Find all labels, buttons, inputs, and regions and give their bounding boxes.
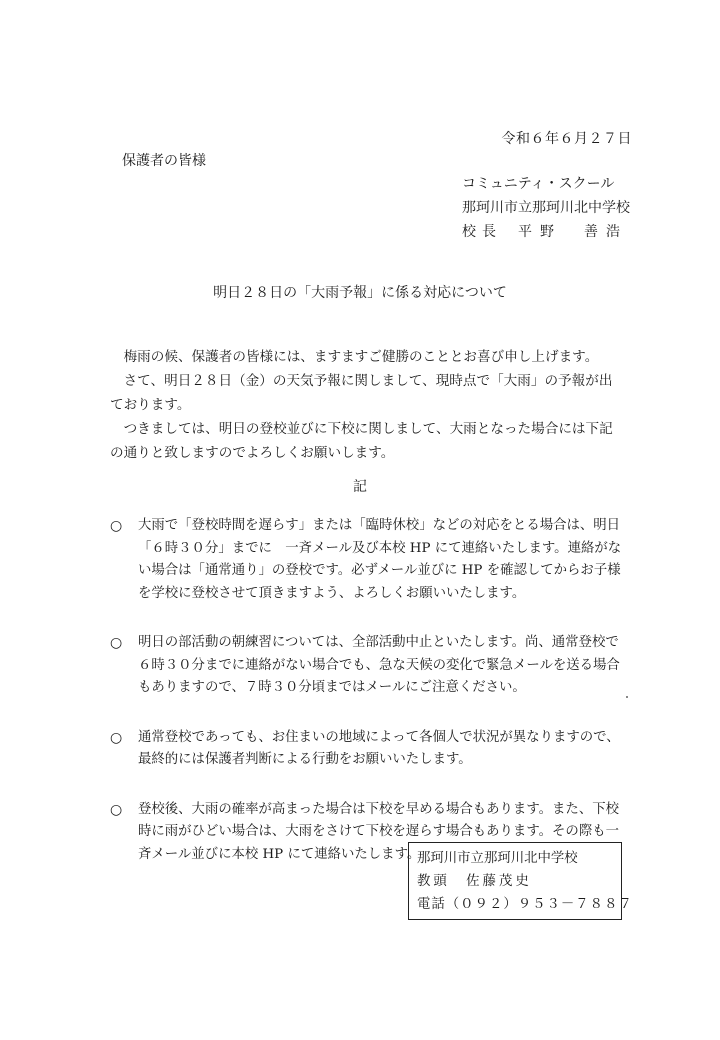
scan-speck bbox=[626, 696, 628, 698]
principal-name: 平野 善浩 bbox=[518, 224, 628, 240]
sender-block bbox=[462, 172, 630, 244]
notice-item-text: 通常登校であっても、お住まいの地域によって各個人で状況が異なりますので、最終的には保護者判断による行動をお願いいたします。 bbox=[138, 729, 620, 767]
body-paragraph: 梅雨の候、保護者の皆様には、ますますご健勝のこととお喜び申し上げます。 bbox=[123, 349, 599, 365]
contact-box bbox=[408, 842, 633, 920]
circle-bullet-icon: ○ bbox=[110, 518, 123, 534]
notice-item bbox=[110, 632, 632, 700]
notice-item-text: 明日の部活動の朝練習については、全部活動中止といたします。尚、通常登校で６時３０分までに連絡がない場合でも、急な天候の変化で緊急メールを送る場合もありますので、７時３０分頃まではメールにご注意ください。 bbox=[138, 635, 620, 695]
circle-bullet-icon: ○ bbox=[110, 729, 123, 746]
contact-person: 教頭 佐藤茂史 bbox=[417, 874, 532, 889]
notice-item bbox=[110, 727, 632, 772]
notice-items bbox=[110, 515, 632, 866]
document-title: 明日２８日の「大雨予報」に係る対応について bbox=[213, 285, 507, 301]
recipient: 保護者の皆様 bbox=[122, 153, 206, 169]
circle-bullet-icon: ○ bbox=[110, 635, 123, 651]
body-paragraph: つきましては、明日の登校並びに下校に関しまして、大雨となった場合には下記の通りと致しますのでよろしくお願いします。 bbox=[110, 421, 613, 461]
principal-title: 校長 bbox=[462, 224, 502, 240]
notice-item-text: 大雨で「登校時間を遅らす」または「臨時休校」などの対応をとる場合は、明日「６時３０分」までに 一斉メール及び本校 HP にて連絡いたします。連絡がない場合は「通常通り」の登校です。必ずメール並びに HP を確認してからお子様を学校に登校させて頂きますよう、よろしくお願いいたします。 bbox=[138, 518, 622, 601]
ki-heading: 記 bbox=[353, 479, 367, 495]
sender-affiliation: コミュニティ・スクール bbox=[462, 176, 615, 192]
notice-item bbox=[110, 515, 632, 605]
circle-bullet-icon: ○ bbox=[110, 801, 123, 818]
body-paragraph: さて、明日２８日（金）の天気予報に関しまして、現時点で「大雨」の予報が出ております。 bbox=[110, 373, 613, 413]
sender-principal bbox=[462, 220, 630, 244]
sender-school: 那珂川市立那珂川北中学校 bbox=[462, 200, 630, 216]
contact-school: 那珂川市立那珂川北中学校 bbox=[417, 851, 578, 866]
notice-item-text: 登校後、大雨の確率が高まった場合は下校を早める場合もあります。また、下校時に雨がひどい場合は、大雨をさけて下校を遅らす場合もあります。その際も一斉メール並びに本校 HP にて連絡いたします。 bbox=[138, 801, 619, 862]
document-date: 令和６年６月２７日 bbox=[501, 131, 632, 147]
document-body bbox=[110, 345, 620, 465]
contact-phone: 電話（０９２）９５３－７８８７ bbox=[417, 897, 633, 912]
